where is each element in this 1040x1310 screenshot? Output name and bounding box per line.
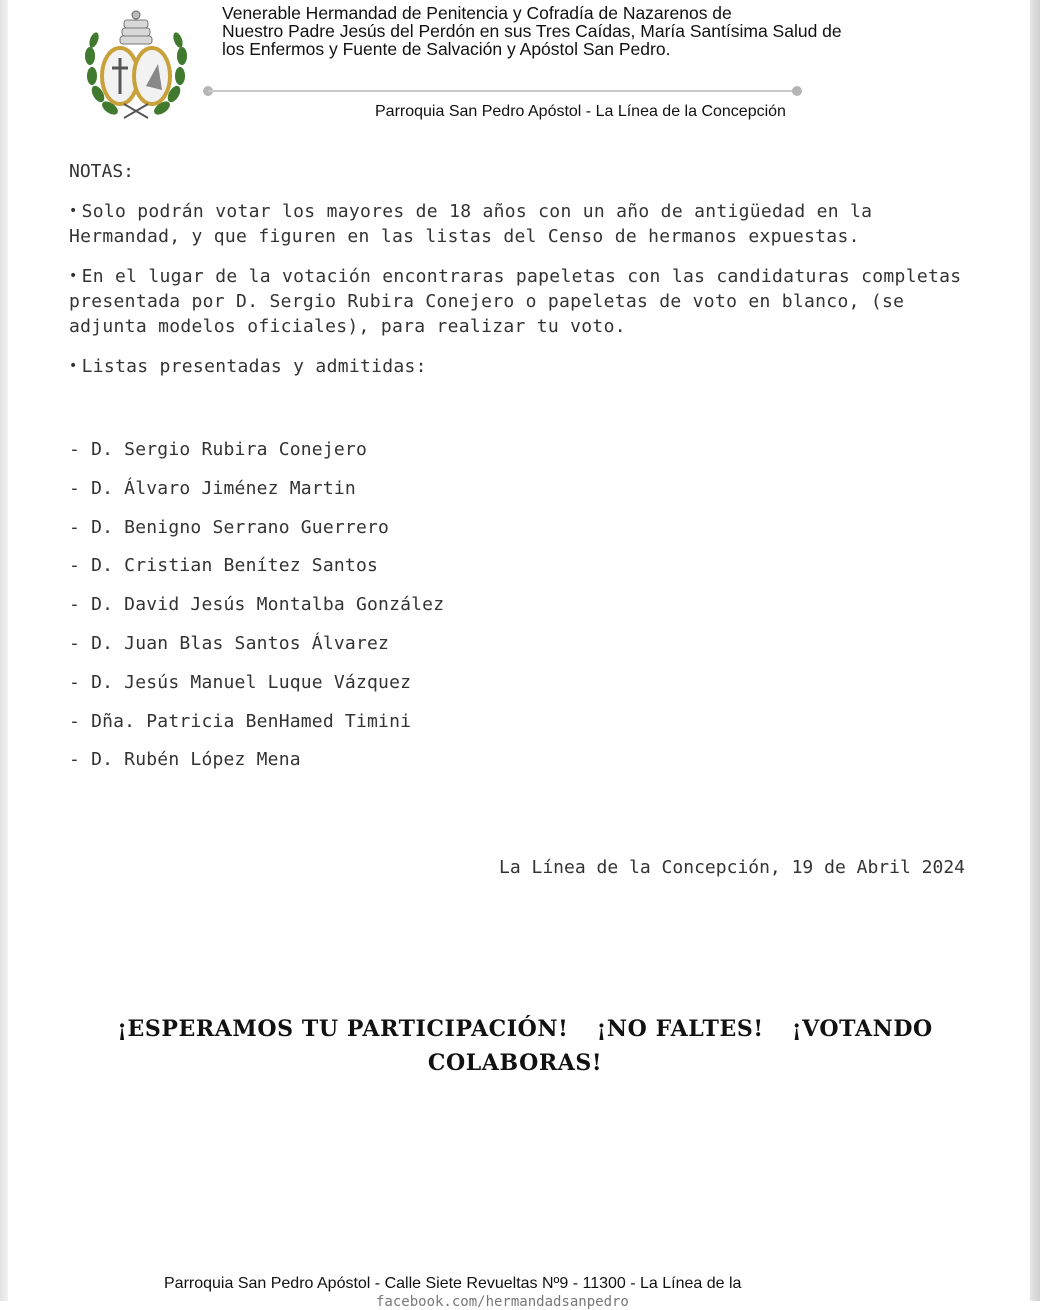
note-item: [69, 199, 969, 249]
candidate-list: [69, 431, 444, 780]
slogan-part: ¡VOTANDO COLABORAS!: [427, 1016, 933, 1076]
brotherhood-coat-of-arms-icon: [80, 6, 192, 124]
list-item: - D. Jesús Manuel Luque Vázquez: [69, 671, 412, 693]
list-item: - D. Rubén López Mena: [69, 749, 301, 771]
slogan-part: ¡ESPERAMOS TU PARTICIPACIÓN!: [117, 1016, 569, 1042]
list-item: - D. Juan Blas Santos Álvarez: [69, 632, 390, 654]
parish-subtitle: Parroquia San Pedro Apóstol - La Línea de la Concepción: [375, 103, 786, 120]
footer-address: Parroquia San Pedro Apóstol - Calle Siete Revueltas Nº9 - 11300 - La Línea de la: [164, 1275, 742, 1292]
note-text: Listas presentadas y admitidas:: [81, 356, 427, 377]
bullet-icon: •: [69, 358, 78, 374]
list-item: - D. Álvaro Jiménez Martin: [69, 477, 356, 499]
note-item: [69, 264, 969, 339]
note-item: [69, 354, 969, 379]
brotherhood-title-line: Venerable Hermandad de Penitencia y Cofradía de Nazarenos de: [222, 3, 732, 23]
document-date: La Línea de la Concepción, 19 de Abril 2024: [499, 857, 965, 878]
bullet-icon: •: [69, 268, 78, 284]
participation-slogan: [60, 1012, 980, 1080]
page-edge-right: [1030, 0, 1040, 1301]
rule-dot-right: [792, 86, 802, 96]
slogan-part: ¡NO FALTES!: [596, 1016, 764, 1042]
brotherhood-title-line: Nuestro Padre Jesús del Perdón en sus Tres Caídas, María Santísima Salud de: [222, 21, 842, 41]
brotherhood-title: [222, 4, 922, 58]
bullet-icon: •: [69, 203, 78, 219]
page-edge-left: [0, 0, 8, 1301]
list-item: - D. Sergio Rubira Conejero: [69, 439, 367, 460]
list-item: - Dña. Patricia BenHamed Timini: [69, 710, 412, 732]
notes-heading: NOTAS:: [69, 161, 135, 182]
list-item: - D. David Jesús Montalba González: [69, 594, 445, 616]
header-divider: [208, 90, 798, 92]
list-item: - D. Benigno Serrano Guerrero: [69, 516, 390, 538]
brotherhood-title-line: los Enfermos y Fuente de Salvación y Apóstol San Pedro.: [222, 39, 671, 59]
note-text: Solo podrán votar los mayores de 18 años con un año de antigüedad en la Hermandad, y que figuren en las listas del Censo de hermanos expuestas.: [69, 201, 873, 247]
note-text: En el lugar de la votación encontraras papeletas con las candidaturas completas presentada por D. Sergio Rubira Conejero o papeletas de voto en blanco, (se adjunta modelos oficiales), para realizar tu voto.: [69, 266, 962, 337]
list-item: - D. Cristian Benítez Santos: [69, 555, 379, 577]
footer-cut-line: facebook.com/hermandadsanpedro: [376, 1294, 629, 1310]
